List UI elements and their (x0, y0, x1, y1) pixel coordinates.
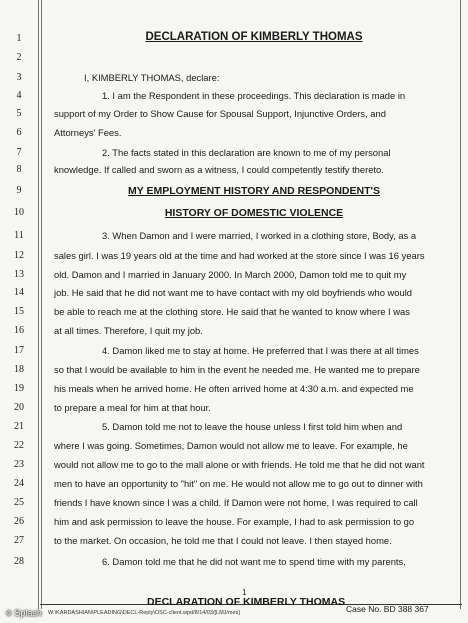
section-heading-1: MY EMPLOYMENT HISTORY AND RESPONDENT'S (128, 185, 380, 197)
line-number: 24 (14, 478, 24, 489)
watermark-text: Splash (14, 608, 42, 618)
text-line-25: friends I have known since I was a child. If Damon were not home, I was required to call (54, 497, 418, 508)
section-heading-2: HISTORY OF DOMESTIC VIOLENCE (164, 207, 344, 219)
text-line-23: would not allow me to go to the mall alone or with friends. He told me that he did not want (54, 459, 425, 470)
footer-title: DECLARATION OF KIMBERLY THOMAS (147, 596, 346, 608)
text-line-21: 5. Damon told me not to leave the house unless I first told him when and (102, 421, 403, 432)
line-number: 18 (14, 364, 24, 375)
page-number: 1 (242, 588, 247, 597)
text-line-11: 3. When Damon and I were married, I worked in a clothing store, Body, as a (102, 230, 417, 241)
document-title: DECLARATION OF KIMBERLY THOMAS (145, 31, 363, 43)
text-line-13: old. Damon and I married in January 2000. In March 2000, Damon told me to quit my (54, 269, 407, 280)
case-number: Case No. BD 388 367 (346, 604, 429, 614)
line-number: 10 (14, 207, 24, 218)
copyright-symbol: © (6, 609, 12, 618)
line-number: 15 (14, 306, 24, 317)
text-line-15: be able to reach me at the clothing store. He said that he wanted to know where I was (54, 306, 410, 317)
left-margin-rule-inner (41, 0, 42, 609)
file-path: W:\KARDASHIAN\PLEADING\DECL-Reply\OSC-client.wpd/8/14/03/[LMJ/mes] (48, 610, 240, 616)
line-number: 14 (14, 287, 24, 298)
line-number: 28 (14, 556, 24, 567)
line-number: 7 (16, 147, 22, 158)
line-number: 26 (14, 516, 24, 527)
line-number: 2 (16, 52, 22, 63)
text-line-28: 6. Damon told me that he did not want me to spend time with my parents, (102, 556, 406, 567)
line-number: 17 (14, 345, 24, 356)
line-number: 6 (16, 127, 22, 138)
text-line-27: to the market. On occasion, he told me that I could not leave. I then stayed home. (54, 535, 392, 546)
line-number: 25 (14, 497, 24, 508)
line-number: 1 (16, 33, 22, 44)
text-line-22: where I was going. Sometimes, Damon would not allow me to leave. For example, he (54, 440, 408, 451)
line-number: 8 (16, 164, 22, 175)
line-number: 23 (14, 459, 24, 470)
text-line-19: his meals when he arrived home. He often arrived home at 4:30 a.m. and expected me (54, 383, 414, 394)
line-number: 4 (16, 90, 22, 101)
line-number: 13 (14, 269, 24, 280)
text-line-4: 1. I am the Respondent in these proceedings. This declaration is made in (102, 90, 406, 101)
text-line-26: him and ask permission to leave the house. For example, I had to ask permission to go (54, 516, 415, 527)
left-margin-rule (38, 0, 39, 609)
line-number: 3 (16, 72, 22, 83)
text-line-16: at all times. Therefore, I quit my job. (54, 325, 203, 336)
line-number: 12 (14, 250, 24, 261)
line-number: 21 (14, 421, 24, 432)
text-line-7: 2. The facts stated in this declaration are known to me of my personal (102, 147, 391, 158)
splash-watermark (6, 608, 42, 618)
line-number: 5 (16, 108, 22, 119)
text-line-17: 4. Damon liked me to stay at home. He preferred that I was there at all times (102, 345, 419, 356)
text-line-14: job. He said that he did not want me to have contact with my old boyfriends who would (54, 287, 413, 298)
line-number: 11 (14, 230, 24, 241)
text-line-12: sales girl. I was 19 years old at the time and had worked at the store since I was 16 years (54, 250, 425, 261)
text-line-18: so that I would be available to him in the event he needed me. He wanted me to prepare (54, 364, 420, 375)
line-number: 9 (16, 185, 22, 196)
text-line-20: to prepare a meal for him at that hour. (54, 402, 211, 413)
line-number: 20 (14, 402, 24, 413)
line-number: 22 (14, 440, 24, 451)
line-number: 27 (14, 535, 24, 546)
text-line-6: Attorneys' Fees. (54, 127, 122, 138)
text-line-3: I, KIMBERLY THOMAS, declare: (84, 72, 220, 83)
text-line-5: support of my Order to Show Cause for Spousal Support, Injunctive Orders, and (54, 108, 386, 119)
line-number: 16 (14, 325, 24, 336)
text-line-24: men to have an opportunity to "hit" on me. He would not allow me to go out to dinner with (54, 478, 423, 489)
line-number: 19 (14, 383, 24, 394)
text-line-8: knowledge. If called and sworn as a witness, I could competently testify thereto. (54, 164, 384, 175)
